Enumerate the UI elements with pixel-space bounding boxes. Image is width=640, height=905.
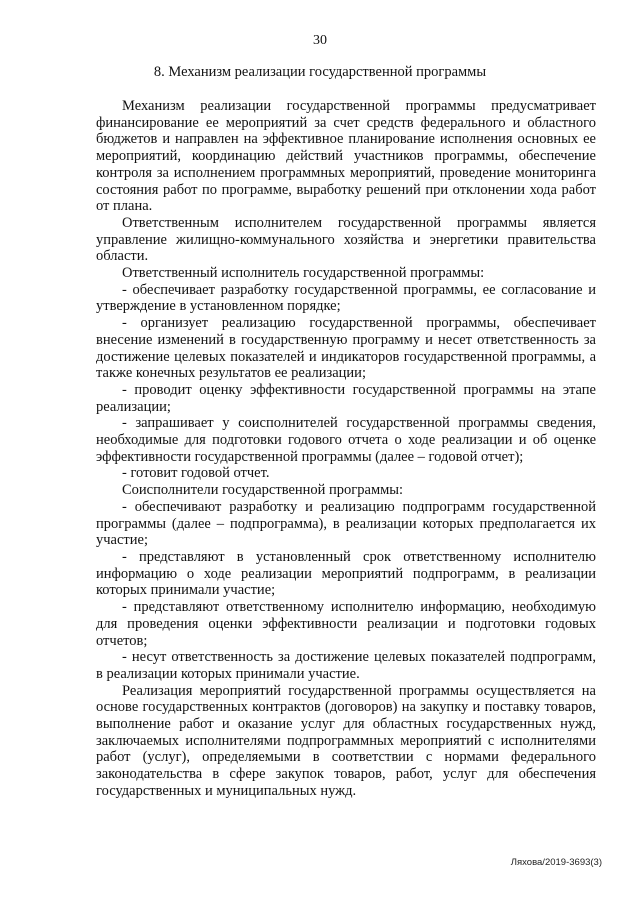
paragraph: Ответственным исполнителем государственной программы является управление жилищно-коммунального хозяйства и энергетики правительства области.: [96, 214, 596, 265]
paragraph: Реализация мероприятий государственной программы осуществляется на основе государственных контрактов (договоров) на закупку и поставку товаров, выполнение работ и оказание услуг для областных государственных нужд, заключаемых исполнителями подпрограммных мероприятий с исполнителями работ (услуг), определяемыми в соответствии с нормами федерального законодательства в сфере закупок товаров, работ, услуг для обеспечения государственных и муниципальных нужд.: [96, 682, 596, 799]
list-item: - несут ответственность за достижение целевых показателей подпрограмм, в реализации которых принимали участие.: [96, 649, 596, 682]
list-item: - готовит годовой отчет.: [122, 465, 270, 482]
section-heading: 8. Механизм реализации государственной программы: [153, 64, 487, 80]
paragraph: Механизм реализации государственной программы предусматривает финансирование ее мероприятий за счет средств федерального и областного бюджетов и направлен на эффективное планирование исполнения основных ее мероприятий, координацию действий участников программы, обеспечение контроля за исполнением программных мероприятий, проведение мониторинга состояния работ по программе, выработку решений при отклонении хода работ от плана.: [96, 98, 596, 215]
list-item: - представляют в установленный срок ответственному исполнителю информацию о ходе реализации мероприятий подпрограмм, в реализации которых принимали участие;: [96, 548, 596, 599]
list-item: - обеспечивают разработку и реализацию подпрограмм государственной программы (далее – подпрограмма), в реализации которых предполагается их участие;: [96, 498, 596, 549]
paragraph: Ответственный исполнитель государственной программы:: [122, 265, 485, 282]
list-item: - обеспечивает разработку государственной программы, ее согласование и утверждение в установленном порядке;: [96, 281, 596, 315]
page-number: 30: [313, 33, 327, 48]
list-item: - организует реализацию государственной программы, обеспечивает внесение изменений в государственную программу и несет ответственность за достижение целевых показателей и индикаторов государственной программы, а также конечных результатов ее реализации;: [96, 315, 596, 382]
body-text: [96, 98, 596, 800]
paragraph: Соисполнители государственной программы:: [122, 482, 404, 499]
list-item: - запрашивает у соисполнителей государственной программы сведения, необходимые для подготовки годового отчета о ходе реализации и об оценке эффективности государственной программы (далее – годовой отчет);: [96, 415, 596, 465]
document-code: Ляхова/2019-3693(3): [510, 857, 602, 868]
list-item: - представляют ответственному исполнителю информацию, необходимую для проведения оценки эффективности реализации и подготовки годовых отчетов;: [96, 599, 596, 649]
list-item: - проводит оценку эффективности государственной программы на этапе реализации;: [96, 381, 596, 415]
